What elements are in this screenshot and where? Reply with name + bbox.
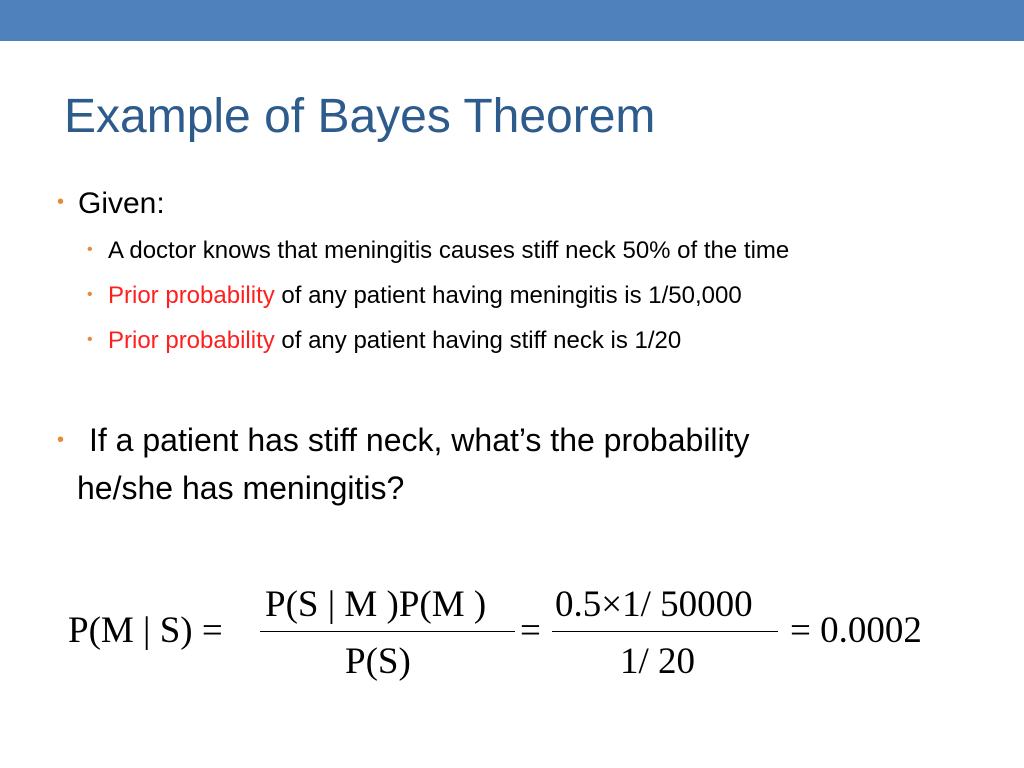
formula-numerator-2: 0.5×1/ 50000 <box>555 584 753 625</box>
bullet-given <box>57 184 165 225</box>
prior-probability-highlight: Prior probability <box>108 282 275 309</box>
sub-bullet-dot-icon: • <box>87 240 93 258</box>
formula-denominator-1: P(S) <box>345 641 411 682</box>
question-line-1: If a patient has stiff neck, what’s the probability <box>89 422 750 458</box>
fraction-bar-2 <box>552 631 778 632</box>
bullet-given-text: Given: <box>78 187 165 220</box>
formula-numerator-1: P(S | M )P(M ) <box>265 584 487 625</box>
slide-title: Example of Bayes Theorem <box>64 90 656 143</box>
sub-bullet-prior-meningitis-text: of any patient having meningitis is 1/50,000 <box>274 282 742 309</box>
formula-lhs: P(M | S) = <box>68 610 223 651</box>
bullet-dot-icon: • <box>57 191 65 214</box>
top-accent-bar <box>0 0 1024 41</box>
fraction-bar-1 <box>260 631 515 632</box>
prior-probability-highlight: Prior probability <box>108 327 275 354</box>
sub-bullet-prior-meningitis <box>87 280 742 313</box>
formula-denominator-2: 1/ 20 <box>620 641 696 682</box>
question-line-2: he/she has meningitis? <box>77 470 405 506</box>
formula-result: = 0.0002 <box>790 610 922 651</box>
sub-bullet-dot-icon: • <box>87 330 93 348</box>
bullet-dot-icon: • <box>57 429 65 451</box>
sub-bullet-doctor-text: A doctor knows that meningitis causes stiff neck 50% of the time <box>108 237 790 264</box>
formula-equals: = <box>520 610 541 651</box>
sub-bullet-doctor <box>87 235 789 268</box>
sub-bullet-prior-stiffneck-text: of any patient having stiff neck is 1/20 <box>274 327 682 354</box>
sub-bullet-dot-icon: • <box>87 285 93 303</box>
sub-bullet-prior-stiffneck <box>87 325 681 358</box>
